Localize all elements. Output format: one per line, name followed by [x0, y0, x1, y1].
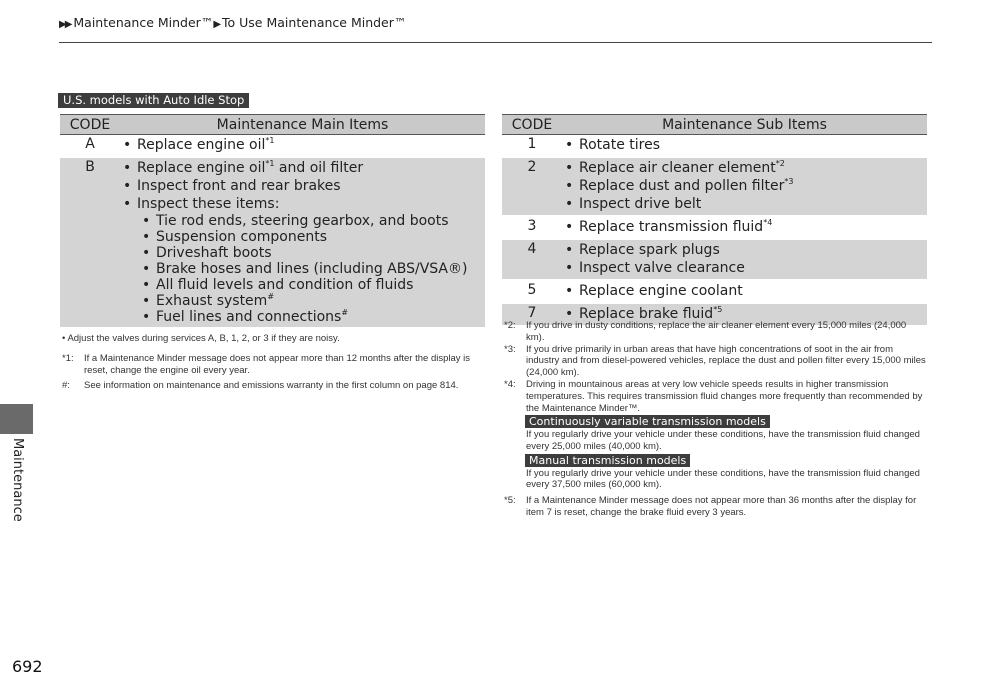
row-code: 4	[502, 239, 562, 280]
list-item: • Replace transmission fluid$^{*4}$	[562, 218, 927, 236]
row-code: 3	[502, 216, 562, 239]
footnote-2: *2: If you drive in dusty conditions, replace the air cleaner element every 15,000 miles (24,000 km).	[504, 320, 907, 343]
cvt-models-tag: Continuously variable transmission models	[525, 415, 770, 428]
row-code: B	[60, 157, 120, 327]
breadcrumb-part-2: To Use Maintenance Minder™	[222, 15, 407, 30]
list-item: • Replace engine oil$^{*1}$ and oil filter	[120, 159, 485, 177]
main-code-header: CODE	[60, 115, 120, 135]
footnote-hash: #: See information on maintenance and emissions warranty in the first column on page 814.	[62, 380, 459, 392]
list-subitem: • Suspension components	[139, 229, 485, 245]
row-code: 7	[502, 303, 562, 325]
row-code: A	[85, 136, 95, 152]
manual-models-tag: Manual transmission models	[525, 454, 690, 467]
list-subitem: • Driveshaft boots	[139, 245, 485, 261]
valve-note: • Adjust the valves during services A, B, 1, 2, or 3 if they are noisy.	[62, 333, 340, 344]
table-row	[60, 135, 485, 158]
list-subitem: • Fuel lines and connections#	[139, 309, 485, 325]
sub-items-header: Maintenance Sub Items	[562, 115, 927, 135]
sub-items-table	[502, 114, 927, 325]
main-items-header: Maintenance Main Items	[120, 115, 485, 135]
row-code: 5	[502, 280, 562, 303]
list-item: • Rotate tires	[562, 136, 927, 154]
header-rule	[59, 42, 932, 43]
footnote-5: *5: If a Maintenance Minder message does not appear more than 36 months after the display for item 7 is reset, change the brake fluid every 3 years.	[504, 495, 917, 518]
table-row	[60, 157, 485, 327]
breadcrumb-arrows-icon: ▶▶	[59, 19, 71, 30]
list-item: • Replace air cleaner element$^{*2}$	[562, 159, 927, 177]
table-row	[502, 135, 927, 158]
table-row	[502, 157, 927, 216]
main-items-table	[60, 114, 485, 327]
section-label: Maintenance	[10, 438, 25, 522]
list-item: • Replace spark plugs	[562, 241, 927, 259]
table-row	[502, 280, 927, 303]
model-tag: U.S. models with Auto Idle Stop	[58, 93, 249, 108]
table-row	[502, 239, 927, 280]
sub-code-header: CODE	[502, 115, 562, 135]
list-item: • Replace engine coolant	[562, 282, 927, 300]
breadcrumb	[59, 15, 406, 30]
list-item: • Inspect valve clearance	[562, 259, 927, 277]
breadcrumb-separator-icon: ▶	[213, 19, 220, 30]
table-row	[502, 216, 927, 239]
footnote-1: *1: If a Maintenance Minder message does not appear more than 12 months after the display is reset, change the engine oil every year.	[62, 352, 471, 376]
list-subitem: • All fluid levels and condition of fluids	[139, 277, 485, 293]
left-footnotes	[62, 333, 482, 392]
list-item: • Replace dust and pollen filter$^{*3}$	[562, 177, 927, 195]
page-number: 692	[12, 657, 43, 676]
list-subitem: • Tie rod ends, steering gearbox, and boots	[139, 213, 485, 229]
list-item: • Inspect drive belt	[562, 195, 927, 213]
list-subitem: • Brake hoses and lines (including ABS/VSA®)	[139, 261, 485, 277]
list-subitem: • Exhaust system#	[139, 293, 485, 309]
list-item: • Inspect these items:	[120, 195, 485, 213]
breadcrumb-part-1[interactable]: Maintenance Minder™	[73, 15, 214, 30]
row-code: 1	[527, 136, 537, 152]
list-item: • Replace brake fluid$^{*5}$	[562, 305, 927, 323]
footnote-3: *3: If you drive primarily in urban areas that have high concentrations of soot in the air from industry and from diesel-powered vehicles, replace the dust and pollen filter every 15,000 miles (24,000 km).	[504, 343, 926, 379]
section-tab	[0, 404, 33, 434]
right-footnotes	[504, 320, 926, 519]
cvt-note: If you regularly drive your vehicle under these conditions, have the transmission fluid changed every 25,000 miles (40,000 km).	[526, 429, 920, 452]
list-item: • Replace engine oil$^{*1}$	[120, 136, 485, 154]
manual-note: If you regularly drive your vehicle under these conditions, have the transmission fluid changed every 37,500 miles (60,000 km).	[526, 467, 920, 491]
list-item: • Inspect front and rear brakes	[120, 177, 485, 195]
footnote-4: *4: Driving in mountainous areas at very low vehicle speeds results in higher transmission temperatures. This requires transmission fluid changes more frequently than recommended by the Maintenance Minder™. Continuously variable transmission models If you regularly drive your vehicle under these conditions, have the transmission fluid changed every 25,000 miles (40,000 km). Manual transmission models If you regularly drive your vehicle under these conditions, have the transmission fluid changed every 37,500 miles (60,000 km).	[504, 379, 926, 491]
row-code: 2	[502, 157, 562, 216]
